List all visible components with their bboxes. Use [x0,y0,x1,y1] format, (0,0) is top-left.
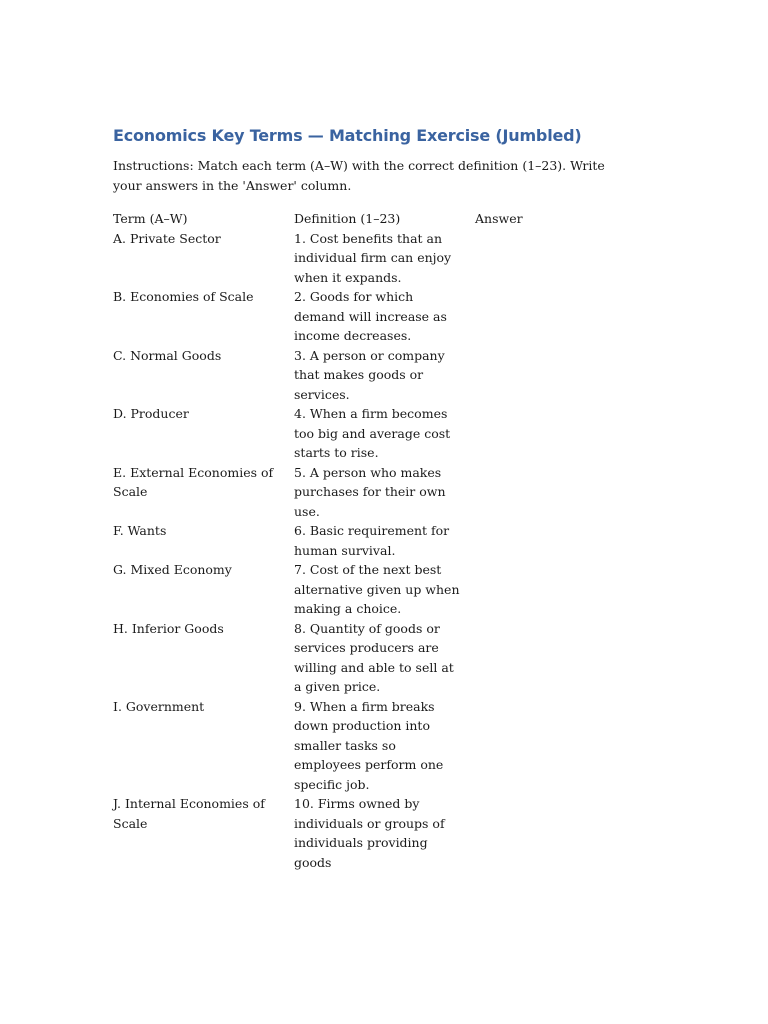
table-row [113,697,595,795]
term-cell: F. Wants [113,523,167,538]
definition-cell: 8. Quantity of goods or services producers are willing and able to sell at a given price. [294,620,454,694]
table-row [113,404,595,463]
table-row [113,287,595,346]
term-cell: G. Mixed Economy [113,562,232,577]
answer-cell[interactable] [475,521,595,560]
term-column-header: Term (A–W) [113,211,188,226]
definition-cell: 5. A person who makes purchases for their own use. [294,464,446,519]
table-row [113,794,595,872]
definition-cell: 1. Cost benefits that an individual firm can enjoy when it expands. [294,230,452,285]
matching-table [113,209,595,872]
definition-cell: 9. When a firm breaks down production into smaller tasks so employees perform one specific job. [294,698,444,792]
term-cell: D. Producer [113,406,189,421]
answer-column-header: Answer [475,211,523,226]
answer-cell[interactable] [475,229,595,288]
instructions-text: Instructions: Match each term (A–W) with the correct definition (1–23). Write your answers in the 'Answer' column. [113,158,605,193]
answer-cell[interactable] [475,560,595,619]
term-cell: E. External Economies of Scale [113,464,274,499]
answer-cell[interactable] [475,697,595,795]
table-row [113,560,595,619]
answer-cell[interactable] [475,404,595,463]
table-header-row [113,209,595,229]
answer-cell[interactable] [475,619,595,697]
table-row [113,521,595,560]
term-cell: C. Normal Goods [113,347,222,363]
answer-cell[interactable] [475,794,595,872]
term-cell: A. Private Sector [113,230,221,246]
definition-cell: 3. A person or company that makes goods or services. [294,347,445,402]
definition-cell: 10. Firms owned by individuals or groups of individuals providing goods [294,796,445,870]
definition-cell: 7. Cost of the next best alternative given up when making a choice. [294,562,460,616]
table-row [113,229,595,288]
answer-cell[interactable] [475,463,595,522]
term-cell: I. Government [113,698,205,714]
term-cell: H. Inferior Goods [113,620,224,636]
definition-cell: 6. Basic requirement for human survival. [294,523,450,558]
definition-column-header: Definition (1–23) [294,211,401,226]
term-cell: J. Internal Economies of Scale [113,796,265,831]
definition-cell: 2. Goods for which demand will increase as income decreases. [294,289,447,343]
answer-cell[interactable] [475,346,595,405]
table-row [113,463,595,522]
answer-cell[interactable] [475,287,595,346]
document-page [113,126,633,872]
definition-cell: 4. When a firm becomes too big and average cost starts to rise. [294,406,451,460]
table-row [113,619,595,697]
document-title: Economics Key Terms — Matching Exercise (Jumbled) [113,126,582,145]
table-row [113,346,595,405]
term-cell: B. Economies of Scale [113,289,254,304]
